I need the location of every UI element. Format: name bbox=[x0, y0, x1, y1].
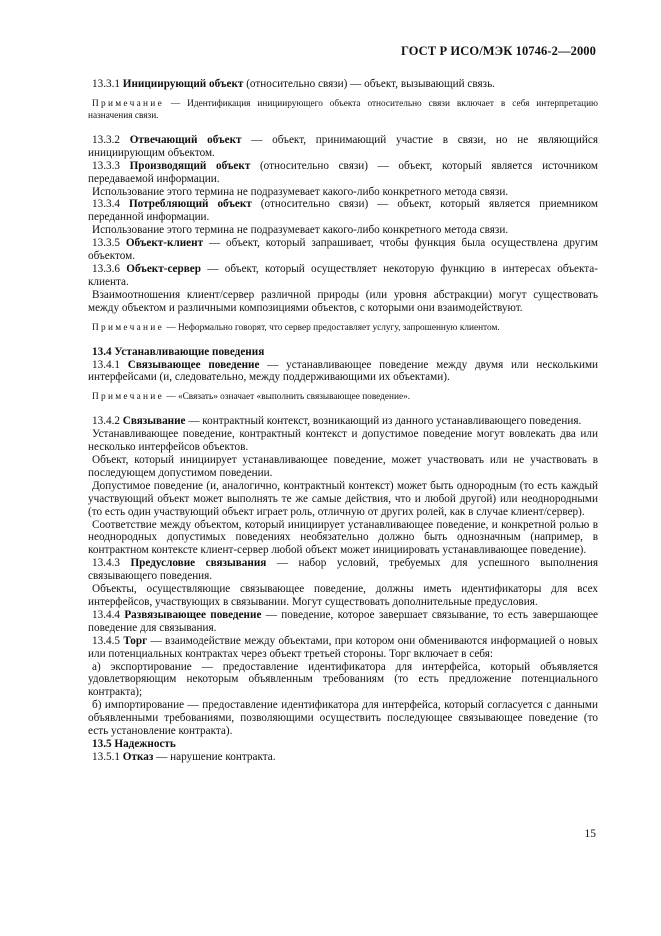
definition: — контрактный контекст, возникающий из данного устанавливающего поведения. bbox=[185, 415, 582, 428]
term: Отказ bbox=[122, 750, 154, 763]
clause-number: 13.4.5 bbox=[92, 634, 120, 647]
list-item-b: б) импортирование — предоставление идентификатора для интерфейса, который согласуется с данными объявленными требованиями, позволяющими осуществить последующее связывающее поведение (то есть установление контракта). bbox=[88, 699, 598, 738]
note-3: Примечание — «Связать» означает «выполнить связывающее поведение». bbox=[92, 392, 411, 403]
paragraph: Объект, который инициирует устанавливающее поведение, может участвовать или не участвовать в последующем допустимом поведении. bbox=[88, 454, 598, 479]
section-title: 13.4 Устанавливающие поведения bbox=[92, 345, 265, 358]
clause-13-4-2 bbox=[88, 415, 598, 428]
clause-13-3-4 bbox=[88, 198, 598, 224]
term: Объект-клиент bbox=[125, 237, 204, 250]
note-label: Примечание bbox=[92, 98, 164, 109]
clause-number: 13.4.1 bbox=[92, 358, 120, 371]
clause-number: 13.3.2 bbox=[92, 133, 120, 146]
definition: — объект, который осуществляет некоторую функцию в интересах объекта-клиента. bbox=[88, 262, 598, 288]
clause-13-3-3 bbox=[88, 160, 598, 186]
list-item-a: а) экспортирование — предоставление идентификатора для интерфейса, который объявляется удовлетворяющим некоторым объявленным требованиям (то есть предложение потенциального контракта); bbox=[88, 660, 598, 699]
definition: — устанавливающее поведение между двумя или несколькими интерфейсами (и, следовательно, между поддерживающими их объектами). bbox=[88, 358, 599, 384]
term: Инициирующий объект bbox=[122, 78, 244, 90]
paragraph: Устанавливающее поведение, контрактный контекст и допустимое поведение могут вовлекать два или несколько интерфейсов объектов. bbox=[88, 428, 598, 454]
clause-number: 13.4.2 bbox=[92, 415, 120, 428]
paragraph-client-server: Взаимоотношения клиент/сервер различной природы (или уровня абстракции) могут существовать между объектом и различными композициями объектов, с которыми они взаимодействуют. bbox=[88, 288, 598, 314]
section-heading-13-5 bbox=[88, 738, 598, 751]
definition: (относительно связи) — объект, который является источником передаваемой информации. bbox=[88, 159, 598, 185]
term: Потребляющий объект bbox=[128, 198, 252, 211]
page-number: 15 bbox=[584, 828, 596, 840]
definition: — набор условий, требуемых для успешного выполнения связывающего поведения. bbox=[88, 557, 599, 583]
term: Связывание bbox=[122, 415, 186, 428]
clause-13-3-1 bbox=[88, 78, 598, 91]
clause-13-4-1 bbox=[88, 359, 598, 385]
usage-note-13-3-4: Использование этого термина не подразумевает какого-либо конкретного метода связи. bbox=[92, 224, 509, 237]
usage-note-13-3-3: Использование этого термина не подразумевает какого-либо конкретного метода связи. bbox=[92, 185, 509, 198]
definition: (относительно связи) — объект, вызывающий связь. bbox=[243, 78, 495, 90]
clause-number: 13.3.6 bbox=[92, 262, 120, 275]
term: Отвечающий объект bbox=[129, 133, 242, 146]
clause-13-4-5 bbox=[88, 635, 598, 661]
definition: (относительно связи) — объект, который является приемником переданной информации. bbox=[88, 198, 599, 224]
note-text: Идентификация инициирующего объекта относительно связи включает в себя интерпретацию назначения связи. bbox=[88, 98, 599, 121]
definition: — объект, который запрашивает, чтобы функция была осуществлена другим объектом. bbox=[88, 237, 599, 263]
clause-13-3-6 bbox=[88, 263, 598, 289]
clause-13-3-2 bbox=[88, 134, 598, 160]
clause-number: 13.4.4 bbox=[92, 608, 120, 621]
clause-number: 13.3.5 bbox=[92, 237, 120, 250]
paragraph: Допустимое поведение (и, аналогично, контрактный контекст) может быть однородным (то есть каждый участвующий объект может выполнять те же самые действия, что и любой другой) или неоднородными (то есть один участвующий объект играет роль, отличную от других ролей, как в случае клиент/сервер). bbox=[88, 479, 598, 518]
term: Торг bbox=[123, 634, 148, 647]
note-1: Примечание — Идентификация инициирующего объекта относительно связи включает в себя интерпретацию назначения связи. bbox=[88, 98, 599, 121]
note-label: Примечание bbox=[92, 322, 164, 333]
page-body bbox=[88, 78, 598, 764]
note-label: Примечание bbox=[92, 392, 164, 403]
definition: — поведение, которое завершает связывание, то есть завершающее поведение для связывания. bbox=[88, 608, 599, 634]
section-title: 13.5 Надежность bbox=[92, 737, 176, 750]
clause-number: 13.5.1 bbox=[92, 750, 120, 763]
term: Предусловие связывания bbox=[130, 557, 267, 570]
clause-13-5-1 bbox=[88, 751, 598, 764]
term: Производящий объект bbox=[129, 159, 251, 172]
clause-number: 13.3.3 bbox=[92, 159, 120, 172]
paragraph: Объекты, осуществляющие связывающее поведение, должны иметь идентификаторы для всех интерфейсов, участвующих в связывании. Могут существовать дополнительные предусловия. bbox=[88, 583, 598, 608]
clause-13-4-3 bbox=[88, 557, 598, 583]
paragraph: Соответствие между объектом, который инициирует устанавливающее поведение, и конкретной ролью в неоднородных допустимых поведениях необязательно должно быть однозначным (например, в контрактном контексте клиент-сервер любой объект может инициировать устанавливающее поведение). bbox=[88, 518, 598, 557]
term: Развязывающее поведение bbox=[124, 608, 262, 621]
clause-number: 13.3.1 bbox=[92, 78, 120, 90]
section-heading-13-4 bbox=[88, 346, 598, 359]
definition: — объект, принимающий участие в связи, но не являющийся инициирующим объектом. bbox=[88, 133, 599, 159]
clause-number: 13.4.3 bbox=[92, 557, 120, 570]
clause-number: 13.3.4 bbox=[92, 198, 120, 211]
definition: — взаимодействие между объектами, при котором они обмениваются информацией о новых или потенциальных контрактах через объект третьей стороны. Торг включает в себя: bbox=[88, 634, 598, 660]
note-2: Примечание — Неформально говорят, что сервер предоставляет услугу, запрошенную клиентом. bbox=[92, 322, 500, 333]
note-text: Неформально говорят, что сервер предоставляет услугу, запрошенную клиентом. bbox=[177, 322, 500, 333]
definition: — нарушение контракта. bbox=[153, 750, 276, 763]
note-text: «Связать» означает «выполнить связывающее поведение». bbox=[177, 392, 411, 403]
clause-13-4-4 bbox=[88, 609, 598, 635]
term: Связывающее поведение bbox=[127, 358, 260, 371]
term: Объект-сервер bbox=[126, 262, 201, 275]
clause-13-3-5 bbox=[88, 237, 598, 263]
document-header: ГОСТ Р ИСО/МЭК 10746-2—2000 bbox=[400, 44, 596, 58]
